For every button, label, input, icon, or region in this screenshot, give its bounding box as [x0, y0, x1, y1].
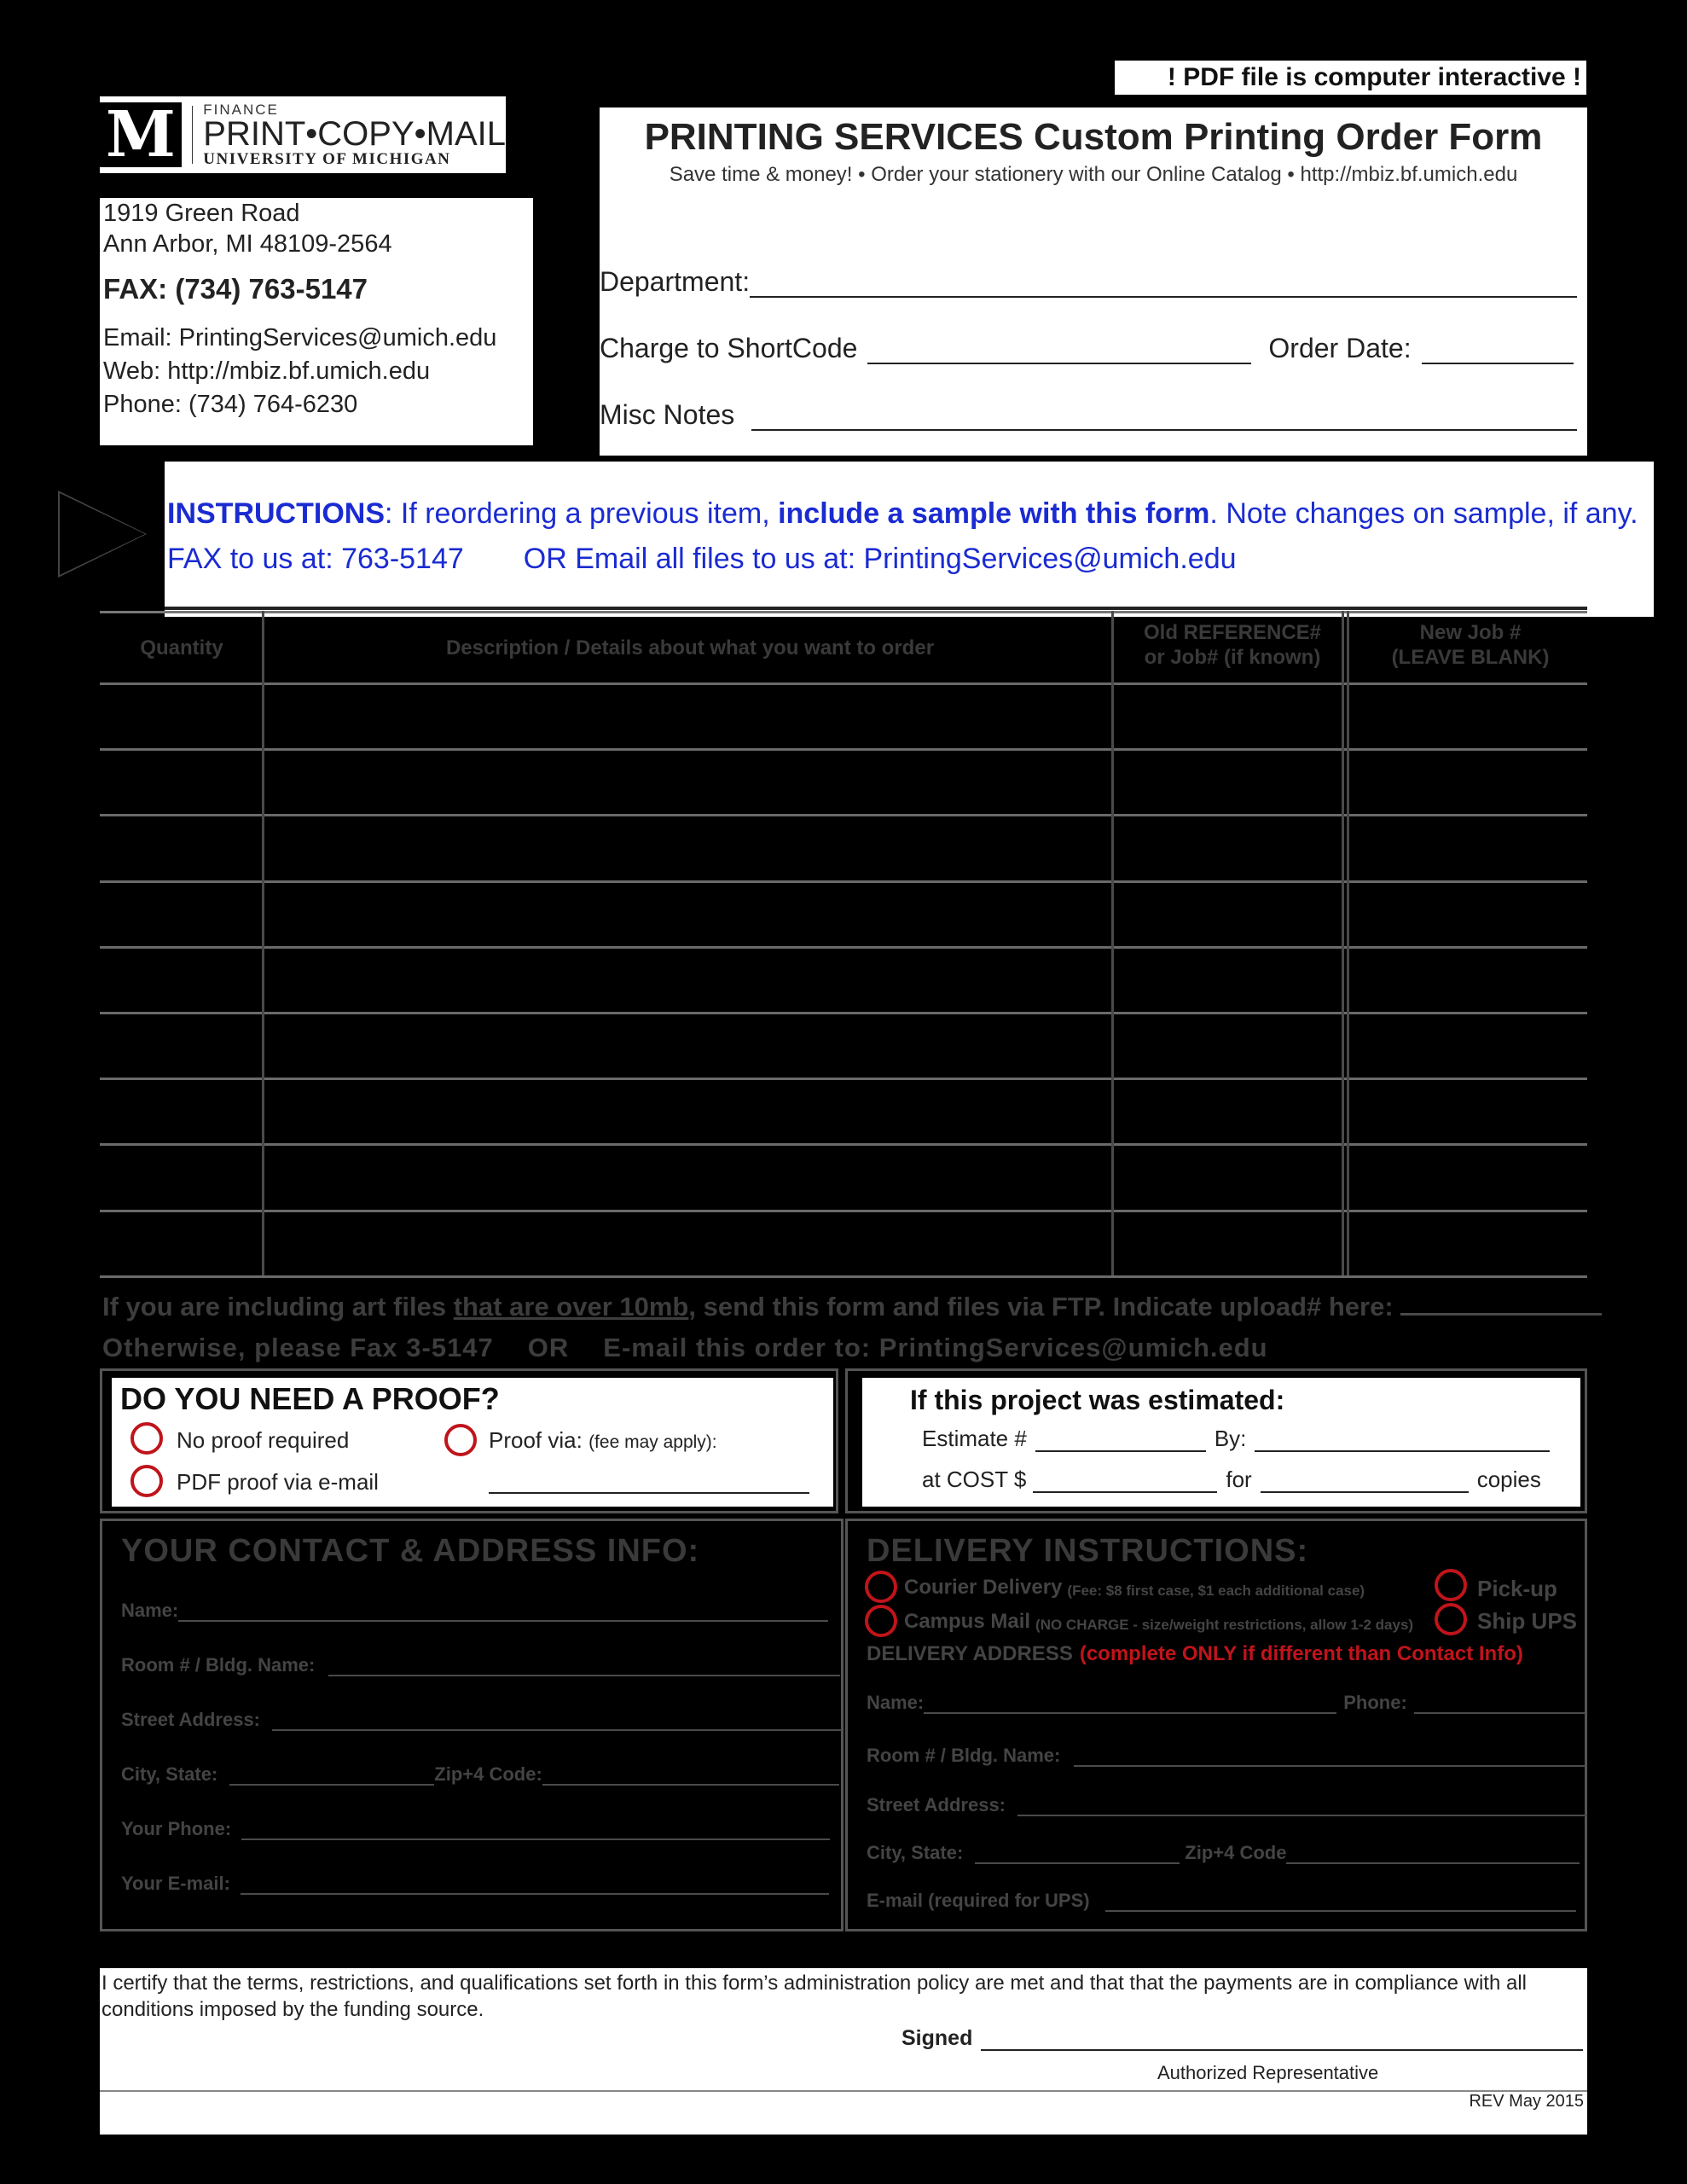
instructions-rule — [165, 607, 1587, 610]
proof-fee-note: (fee may apply): — [588, 1432, 717, 1452]
delivery-email-field[interactable] — [1105, 1891, 1576, 1912]
estimate-cost-field[interactable] — [1033, 1471, 1217, 1493]
upload-number-field[interactable] — [1400, 1291, 1602, 1316]
col-divider-description — [1111, 611, 1114, 1275]
table-row[interactable] — [100, 1080, 1587, 1143]
delivery-name-field[interactable] — [924, 1693, 1336, 1714]
phone-number: Phone: (734) 764-6230 — [103, 391, 358, 418]
table-row[interactable] — [100, 949, 1587, 1012]
contact-city-field[interactable] — [229, 1765, 434, 1786]
interactive-notice: ! PDF file is computer interactive ! — [1115, 61, 1586, 95]
page-title: PRINTING SERVICES Custom Printing Order Form — [644, 116, 1543, 158]
table-row[interactable] — [100, 816, 1587, 880]
instructions-rest: . Note changes on sample, if any. — [1209, 497, 1638, 530]
shortcode-label: Charge to ShortCode — [600, 333, 858, 363]
arrow-right-icon — [60, 493, 145, 575]
delivery-zip-label: Zip+4 Code — [1185, 1842, 1287, 1863]
table-row-rule — [100, 1275, 1587, 1278]
page-subtitle: Save time & money! • Order your stationery with our Online Catalog • http://mbiz.bf.umich.edu — [669, 163, 1518, 186]
table-row[interactable] — [100, 1014, 1587, 1077]
department-label: Department: — [600, 266, 751, 297]
delivery-section — [845, 1519, 1587, 1931]
delivery-street-field[interactable] — [1017, 1796, 1587, 1816]
instructions-text: : If reordering a previous item, — [385, 497, 779, 530]
estimate-title: If this project was estimated: — [910, 1385, 1285, 1415]
col-description: Description / Details about what you want to order — [445, 636, 935, 659]
ftp-note — [102, 1291, 1602, 1322]
proof-via-radio[interactable] — [444, 1424, 477, 1456]
estimate-by-field[interactable] — [1255, 1430, 1550, 1452]
campus-mail-note: (NO CHARGE - size/weight restrictions, allow 1-2 days) — [1035, 1617, 1414, 1633]
email-address[interactable]: Email: PrintingServices@umich.edu — [103, 324, 497, 351]
delivery-street-label: Street Address: — [867, 1794, 1006, 1815]
pickup-label: Pick-up — [1477, 1576, 1557, 1601]
order-date-label: Order Date: — [1268, 333, 1412, 363]
delivery-name-label: Name: — [867, 1692, 925, 1713]
fax-number: FAX: (734) 763-5147 — [103, 273, 368, 305]
delivery-room-field[interactable] — [1074, 1746, 1586, 1767]
contact-phone-label: Your Phone: — [121, 1818, 232, 1839]
table-top-rule — [100, 611, 1587, 613]
department-field[interactable] — [750, 270, 1577, 298]
ship-ups-label: Ship UPS — [1477, 1608, 1578, 1634]
signed-label: Signed — [901, 2026, 973, 2050]
delivery-zip-field[interactable] — [1286, 1844, 1580, 1864]
ftp-alt-email: E-mail this order to: PrintingServices@umich.edu — [603, 1333, 1268, 1362]
contact-phone-field[interactable] — [241, 1820, 830, 1840]
table-row[interactable] — [100, 685, 1587, 748]
signature-field[interactable] — [981, 2030, 1583, 2051]
contact-room-label: Room # / Bldg. Name: — [121, 1654, 316, 1676]
proof-title: DO YOU NEED A PROOF? — [120, 1381, 500, 1416]
proof-via-field[interactable] — [489, 1472, 809, 1494]
table-row[interactable] — [100, 883, 1587, 946]
logo-university: UNIVERSITY OF MICHIGAN — [203, 150, 451, 168]
contact-title: YOUR CONTACT & ADDRESS INFO: — [121, 1533, 700, 1569]
delivery-phone-label: Phone: — [1343, 1692, 1407, 1713]
contact-name-label: Name: — [121, 1600, 179, 1621]
ftp-note-underlined: that are over 10mb — [453, 1292, 689, 1321]
col-quantity: Quantity — [140, 636, 223, 659]
authorized-rep-label: Authorized Representative — [1157, 2062, 1379, 2083]
table-row[interactable] — [100, 751, 1587, 814]
instructions-fax: FAX to us at: 763-5147 — [167, 543, 464, 575]
estimate-by-label: By: — [1214, 1426, 1247, 1451]
certification-rule — [100, 2090, 1587, 2092]
proof-box — [112, 1378, 833, 1507]
logo-brand: PRINT•COPY•MAIL — [203, 115, 506, 153]
contact-name-field[interactable] — [178, 1601, 828, 1622]
courier-label: Courier Delivery — [904, 1576, 1063, 1599]
estimate-number-label: Estimate # — [922, 1426, 1027, 1451]
contact-zip-label: Zip+4 Code: — [434, 1763, 542, 1785]
logo-finance: FINANCE — [203, 102, 279, 118]
contact-email-label: Your E-mail: — [121, 1873, 230, 1894]
address-block — [100, 198, 533, 445]
logo-divider — [192, 106, 193, 164]
order-table — [100, 611, 1587, 1280]
contact-section — [100, 1519, 844, 1931]
instructions-bold: include a sample with this form — [778, 497, 1210, 530]
table-row[interactable] — [100, 1212, 1587, 1275]
contact-street-field[interactable] — [272, 1711, 842, 1731]
col-new-job-l1: New Job # — [1419, 621, 1522, 644]
delivery-address-label: DELIVERY ADDRESS — [867, 1642, 1073, 1665]
col-divider-old-ref-double — [1347, 611, 1349, 1275]
shortcode-field[interactable] — [867, 337, 1251, 364]
delivery-email-label: E-mail (required for UPS) — [867, 1890, 1090, 1911]
contact-room-field[interactable] — [328, 1656, 840, 1676]
proof-via-text: Proof via: — [489, 1427, 583, 1453]
instructions-email: OR Email all files to us at: PrintingServices@umich.edu — [523, 543, 1237, 575]
no-proof-radio[interactable] — [130, 1422, 163, 1455]
delivery-address-note: (complete ONLY if different than Contact Info) — [1079, 1642, 1523, 1665]
courier-fee-note: (Fee: $8 first case, $1 each additional case) — [1067, 1583, 1365, 1599]
contact-zip-field[interactable] — [542, 1765, 839, 1786]
instructions-box — [165, 462, 1654, 617]
col-divider-quantity — [262, 611, 264, 1275]
proof-via-label — [489, 1427, 717, 1454]
revision-label: REV May 2015 — [1469, 2092, 1584, 2111]
estimate-copies-label: copies — [1476, 1467, 1541, 1492]
contact-street-label: Street Address: — [121, 1709, 261, 1730]
misc-notes-label: Misc Notes — [600, 399, 735, 430]
estimate-copies-field[interactable] — [1261, 1471, 1469, 1493]
no-proof-label: No proof required — [177, 1427, 350, 1453]
order-date-field[interactable] — [1422, 337, 1574, 364]
estimate-number-field[interactable] — [1035, 1430, 1206, 1452]
ftp-note-post: , send this form and files via FTP. Indicate upload# here: — [688, 1292, 1401, 1321]
ship-ups-radio[interactable] — [1435, 1603, 1467, 1635]
logo — [100, 96, 506, 173]
col-new-job-l2: (LEAVE BLANK) — [1391, 645, 1550, 669]
block-m-icon: M — [100, 102, 182, 167]
certification-text: I certify that the terms, restrictions, and qualifications set forth in this form’s administration policy are met and that that the payments are in compliance with all conditions imposed by the funding source. — [101, 1972, 1527, 2021]
instructions-label: INSTRUCTIONS — [167, 497, 385, 530]
delivery-phone-field[interactable] — [1414, 1693, 1585, 1714]
contact-city-label: City, State: — [121, 1763, 218, 1785]
ftp-note-pre: If you are including art files — [102, 1292, 454, 1321]
pdf-proof-label: PDF proof via e-mail — [177, 1469, 379, 1495]
delivery-city-label: City, State: — [867, 1842, 964, 1863]
estimate-for-label: for — [1226, 1467, 1252, 1492]
pickup-radio[interactable] — [1435, 1569, 1467, 1601]
misc-notes-field[interactable] — [751, 404, 1577, 431]
campus-mail-label: Campus Mail — [904, 1610, 1031, 1633]
courier-radio[interactable] — [865, 1571, 897, 1603]
estimate-cost-label: at COST $ — [922, 1467, 1027, 1492]
ftp-alt-note — [102, 1333, 1268, 1363]
address-line1: 1919 Green Road — [103, 200, 300, 227]
web-address[interactable]: Web: http://mbiz.bf.umich.edu — [103, 357, 431, 385]
pdf-proof-radio[interactable] — [130, 1465, 163, 1497]
campus-mail-radio[interactable] — [865, 1605, 897, 1637]
ftp-alt-or: OR — [527, 1333, 570, 1362]
col-old-reference — [1116, 621, 1348, 671]
delivery-room-label: Room # / Bldg. Name: — [867, 1745, 1061, 1766]
col-divider-old-ref — [1342, 611, 1344, 1275]
contact-email-field[interactable] — [241, 1874, 829, 1895]
certification-box — [100, 1968, 1587, 2135]
table-row[interactable] — [100, 1146, 1587, 1209]
col-old-reference-l2: or Job# (if known) — [1144, 645, 1321, 669]
col-old-reference-l1: Old REFERENCE# — [1143, 621, 1322, 644]
ftp-alt-fax: Otherwise, please Fax 3-5147 — [102, 1333, 494, 1362]
address-line2: Ann Arbor, MI 48109-2564 — [103, 230, 392, 258]
estimate-box — [862, 1378, 1580, 1507]
delivery-city-field[interactable] — [975, 1844, 1180, 1864]
col-new-job — [1354, 621, 1587, 671]
delivery-title: DELIVERY INSTRUCTIONS: — [867, 1533, 1309, 1569]
order-header — [600, 107, 1587, 456]
